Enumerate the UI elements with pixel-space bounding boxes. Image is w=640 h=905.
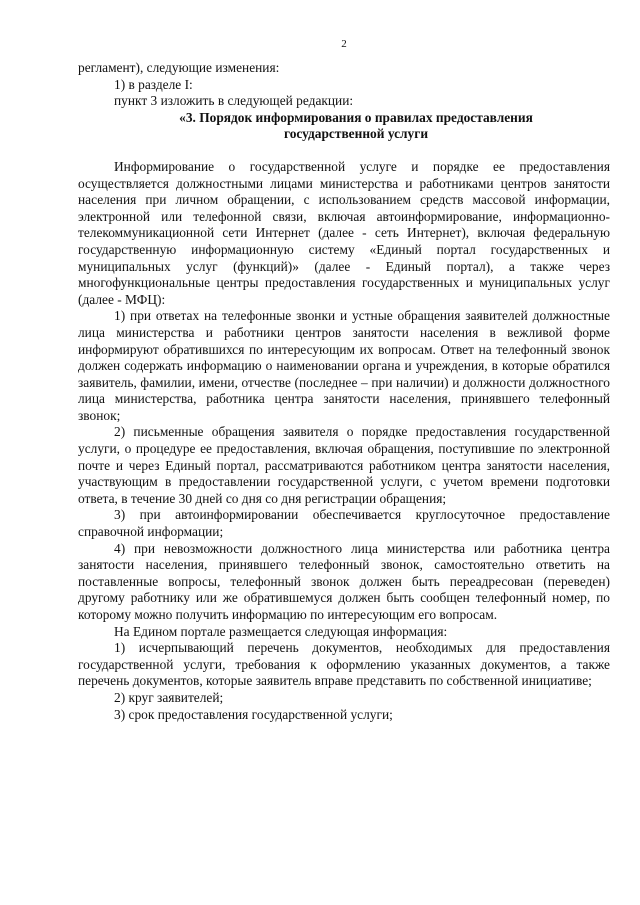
- paragraph-portal-item-2: 2) круг заявителей;: [114, 689, 224, 705]
- paragraph-item-2: 2) письменные обращения заявителя о порядке предоставления государственной услуги, о процедуре ее предоставления, включая обращения, поступившие по электронной почте и через Единый портал, рассматриваются работником центра занятости населения, участвующим в предоставлении государственной услуги, с учетом времени подготовки ответа, в течение 30 дней со дня со дня регистрации обращения;: [78, 424, 610, 506]
- paragraph-item-4: 4) при невозможности должностного лица министерства или работника центра занятости населения, принявшего телефонный звонок, самостоятельно ответить на поставленные вопросы, телефонный звонок должен быть переадресован (переведен) другому работнику или же обратившемуся должен быть сообщен телефонный номер, по которому можно получить информацию по интересующим его вопросам.: [78, 540, 610, 622]
- page-number: 2: [341, 38, 347, 50]
- spacer: [78, 143, 610, 159]
- section-line: 1) в разделе I:: [114, 76, 193, 92]
- point-line: пункт 3 изложить в следующей редакции:: [114, 93, 354, 109]
- paragraph-informing: Информирование о государственной услуге и порядке ее предоставления осуществляется должностными лицами министерства и работниками центров занятости населения при личном обращении, с использованием средств массовой информации, электронной или телефонной связи, включая автоинформирование, информационно-телекоммуникационной сети Интернет (далее - сеть Интернет), включая федеральную государственную информационную систему «Единый портал государственных и муниципальных услуг (функций)» (далее - Единый портал), а также через многофункциональные центры предоставления государственных и муниципальных услуг (далее - МФЦ):: [78, 158, 610, 307]
- intro-line: регламент), следующие изменения:: [78, 60, 280, 75]
- paragraph-portal-info: На Едином портале размещается следующая информация:: [114, 623, 448, 639]
- paragraph-portal-item-1: 1) исчерпывающий перечень документов, необходимых для предоставления государственной услуги, требования к оформлению указанных документов, а также перечень документов, которые заявитель вправе представить по собственной инициативе;: [78, 640, 610, 689]
- document-body: [78, 60, 610, 723]
- section-heading-line-1: «3. Порядок информирования о правилах предоставления: [179, 109, 533, 125]
- section-heading-line-2: государственной услуги: [283, 126, 429, 142]
- paragraph-item-1: 1) при ответах на телефонные звонки и устные обращения заявителей должностные лица министерства и работники центров занятости населения в вежливой форме информируют обратившихся по интересующим их вопросам. Ответ на телефонный звонок должен содержать информацию о наименовании органа и учреждения, в которые обратился заявитель, фамилии, имени, отчестве (последнее – при наличии) и должности должностного лица министерства, работника центра занятости населения, принявшего телефонный звонок;: [78, 308, 610, 423]
- paragraph-item-3: 3) при автоинформировании обеспечивается круглосуточное предоставление справочной информации;: [78, 507, 610, 540]
- paragraph-portal-item-3: 3) срок предоставления государственной услуги;: [114, 706, 393, 722]
